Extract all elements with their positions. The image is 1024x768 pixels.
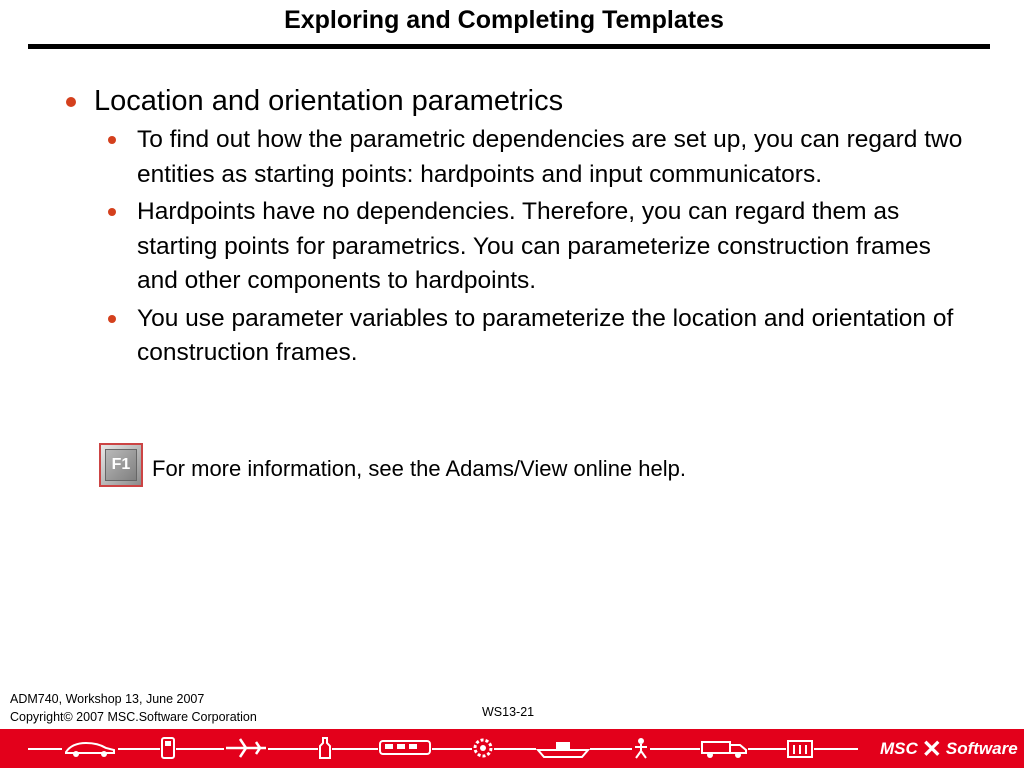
msc-logo <box>880 736 1018 762</box>
sub-bullet-text: You use parameter variables to parameterize the location and orientation of construction frames. <box>137 304 954 366</box>
sub-bullet-dot-icon <box>108 315 116 323</box>
car-icon <box>62 737 118 759</box>
help-note: For more information, see the Adams/View online help. <box>152 456 686 481</box>
sub-bullet-text: Hardpoints have no dependencies. Therefore, you can regard them as starting points for parametrics. You can parameterize construction frames and other components to hardpoints. <box>137 198 931 294</box>
truck-icon <box>700 737 748 759</box>
footer-course: ADM740, Workshop 13, June 2007 <box>10 692 205 706</box>
logo-x-icon: ✕ <box>921 735 942 763</box>
sub-bullet-dot-icon <box>108 136 116 144</box>
title-rule <box>28 44 990 49</box>
bottle-icon <box>318 737 332 759</box>
slide-title: Exploring and Completing Templates <box>284 6 724 34</box>
bullet-dot-icon <box>66 97 76 107</box>
train-icon <box>378 737 432 759</box>
building-icon <box>786 737 814 759</box>
slide-content <box>66 84 966 374</box>
footer-info <box>10 690 257 726</box>
f1-key-face: F1 <box>105 449 137 481</box>
phone-icon <box>160 737 176 759</box>
ship-icon <box>536 737 590 759</box>
bullet-label: Location and orientation parametrics <box>94 85 564 117</box>
sub-bullet-item <box>108 123 966 192</box>
logo-software: Software <box>945 739 1018 758</box>
gear-icon <box>472 737 494 759</box>
bullet-item <box>66 84 966 118</box>
footer-copyright: Copyright© 2007 MSC.Software Corporation <box>10 710 257 724</box>
footer-band <box>0 729 1024 768</box>
sub-bullet-text: To find out how the parametric dependencies are set up, you can regard two entities as starting points: hardpoints and input communicators. <box>137 126 963 188</box>
sub-bullet-list <box>66 123 966 371</box>
person-icon <box>632 737 650 759</box>
logo-msc: MSC <box>880 739 918 758</box>
f1-key-icon <box>99 443 143 487</box>
sub-bullet-dot-icon <box>108 208 116 216</box>
airplane-icon <box>224 737 268 759</box>
sub-bullet-item <box>108 195 966 299</box>
sub-bullet-item <box>108 302 966 371</box>
page-number: WS13-21 <box>482 705 535 719</box>
